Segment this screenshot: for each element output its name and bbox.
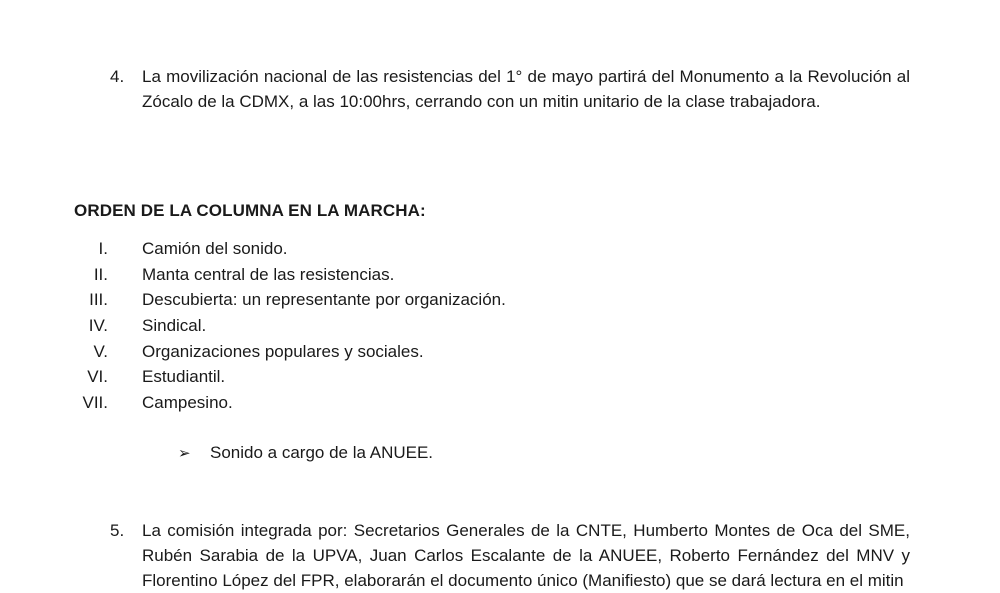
list-item-text: Camión del sonido.: [142, 239, 288, 258]
roman-numeral: VI.: [87, 367, 108, 387]
list-item-text: Descubierta: un representante por organización.: [142, 290, 506, 310]
arrow-bullet-icon: ➢: [178, 444, 191, 462]
item-text: La comisión integrada por: Secretarios Generales de la CNTE, Humberto Montes de Oca del SME, Rubén Sarabia de la UPVA, Juan Carlos Escalante de la ANUEE, Roberto Fernández del MNV y Florentino López del FPR, elaborarán el documento único (Manifiesto) que se dará lectura en el mitin: [142, 521, 910, 590]
item-number: 5.: [110, 521, 125, 540]
list-item-text: Campesino.: [142, 393, 233, 413]
list-item-text: Organizaciones populares y sociales.: [142, 341, 424, 361]
roman-numeral: III.: [89, 290, 108, 310]
list-item: [60, 262, 660, 288]
roman-numeral: IV.: [88, 316, 108, 336]
item-number: 4.: [110, 67, 125, 86]
numbered-item-5: [110, 518, 910, 593]
march-order-list: [60, 236, 660, 416]
bullet-text: Sonido a cargo de la ANUEE.: [210, 443, 434, 462]
roman-numeral: I.: [98, 239, 108, 258]
list-item-text: Estudiantil.: [142, 367, 226, 387]
list-item: [60, 339, 660, 365]
item-text: La movilización nacional de las resistencias del 1° de mayo partirá del Monumento a la Revolución al Zócalo de la CDMX, a las 10:00hrs, cerrando con un mitin unitario de la clase trabajadora.: [142, 67, 910, 111]
roman-numeral: VII.: [82, 393, 108, 413]
list-item-text: Sindical.: [142, 316, 207, 336]
roman-numeral: V.: [93, 341, 108, 361]
numbered-item-4: [110, 64, 910, 114]
list-item: [60, 364, 660, 390]
roman-numeral: II.: [93, 264, 108, 284]
list-item-text: Manta central de las resistencias.: [142, 264, 395, 284]
list-item: [60, 313, 660, 339]
list-item: [60, 390, 660, 416]
bullet-note: [178, 440, 433, 466]
list-item: [60, 236, 660, 262]
section-heading: ORDEN DE LA COLUMNA EN LA MARCHA:: [74, 201, 426, 220]
list-item: [60, 287, 660, 313]
